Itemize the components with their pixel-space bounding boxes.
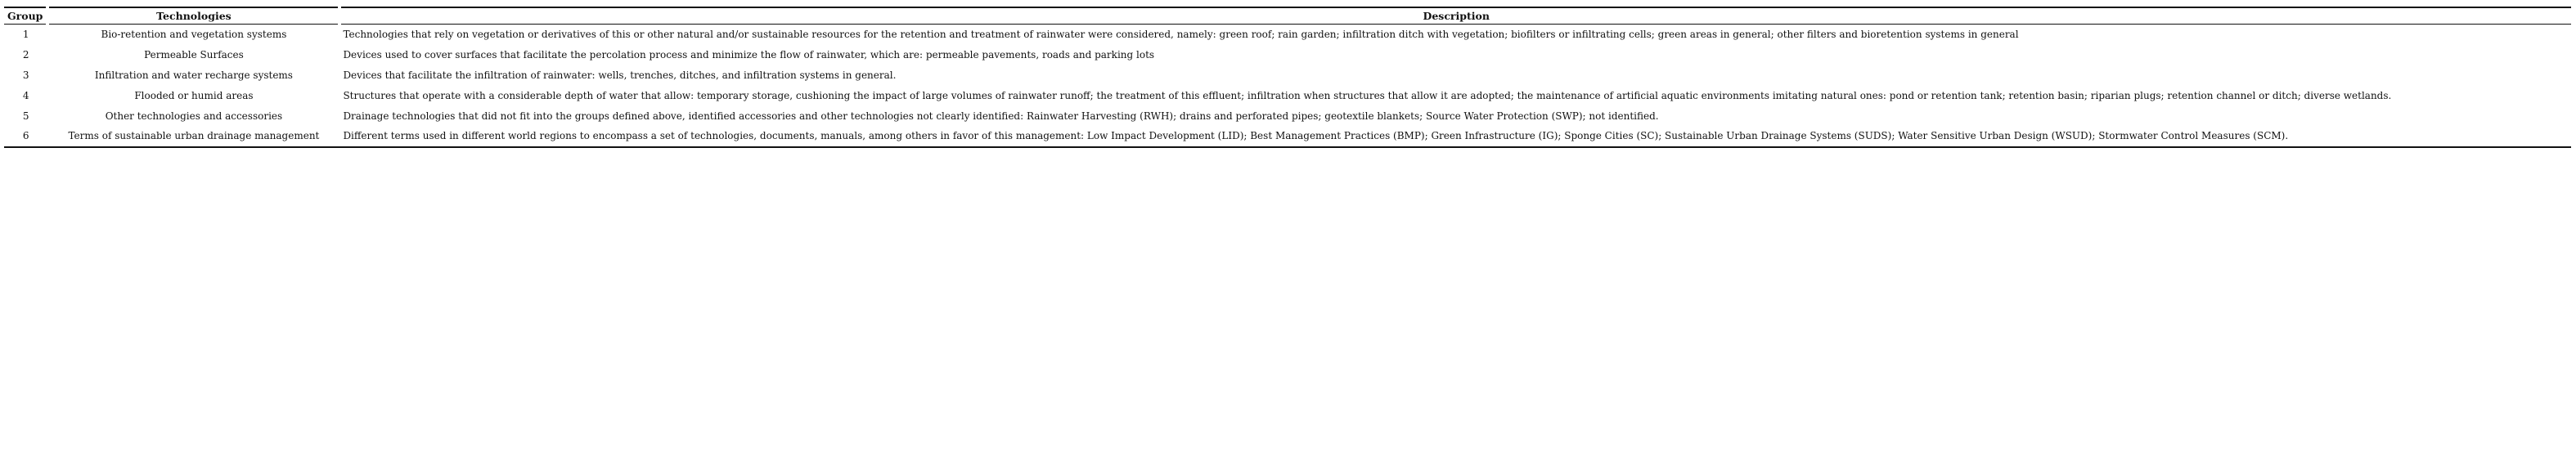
header-technologies: Technologies (47, 7, 339, 25)
cell-technology: Flooded or humid areas (134, 89, 254, 101)
table-body (4, 25, 2571, 147)
header-group: Group (4, 7, 47, 25)
cell-description: Technologies that rely on vegetation or derivatives of this or other natural and/or sustainable resources for the retention and treatment of rainwater were considered, namely: green roof; rain garden; infiltration ditch with vegetation; biofilters or infiltrating cells; green areas in general; other filters and bioretention systems in general (343, 28, 2019, 40)
cell-technology: Bio-retention and vegetation systems (101, 28, 287, 40)
technologies-table (4, 7, 2571, 148)
cell-technology: Terms of sustainable urban drainage management (47, 127, 339, 147)
table-header (4, 7, 2571, 25)
header-row (4, 7, 2571, 25)
cell-description: Devices used to cover surfaces that facilitate the percolation process and minimize the flow of rainwater, which are: permeable pavements, roads and parking lots (343, 48, 1155, 60)
cell-description: Drainage technologies that did not fit into the groups defined above, identified accessories and other technologies not clearly identified: Rainwater Harvesting (RWH); drains and perforated pipes; geotextile blankets; Source Water Protection (SWP); not identified. (343, 110, 1659, 122)
cell-group: 6 (4, 127, 47, 147)
cell-description: Different terms used in different world regions to encompass a set of technologies, documents, manuals, among others in favor of this management: Low Impact Development (LID); Best Management Practices (BMP); Green Infrastructure (IG); Sponge Cities (SC); Sustainable Urban Drainage Systems (SUDS); Water Sensitive Urban Design (WSUD); Stormwater Control Measures (SCM). (339, 127, 2571, 147)
cell-group: 2 (22, 48, 29, 60)
table-row (4, 45, 2571, 65)
cell-description: Devices that facilitate the infiltration of rainwater: wells, trenches, ditches, and infiltration systems in general. (343, 69, 897, 81)
cell-technology: Infiltration and water recharge systems (94, 69, 293, 81)
cell-technology: Permeable Surfaces (144, 48, 244, 60)
cell-technology: Other technologies and accessories (105, 110, 283, 122)
cell-description: Structures that operate with a considerable depth of water that allow: temporary storage, cushioning the impact of large volumes of rainwater runoff; the treatment of this effluent; infiltration when structures that allow it are adopted; the maintenance of artificial aquatic environments imitating natural ones: pond or retention tank; retention basin; riparian plugs; retention channel or ditch; diverse wetlands. (343, 89, 2392, 101)
cell-group: 4 (22, 89, 29, 101)
cell-group: 5 (22, 110, 29, 122)
cell-group: 1 (22, 28, 29, 40)
table-row (4, 65, 2571, 86)
header-description: Description (339, 7, 2571, 25)
table-row (4, 106, 2571, 127)
table-row (4, 25, 2571, 45)
table-row (4, 127, 2571, 147)
cell-group: 3 (22, 69, 29, 81)
table-row (4, 86, 2571, 106)
